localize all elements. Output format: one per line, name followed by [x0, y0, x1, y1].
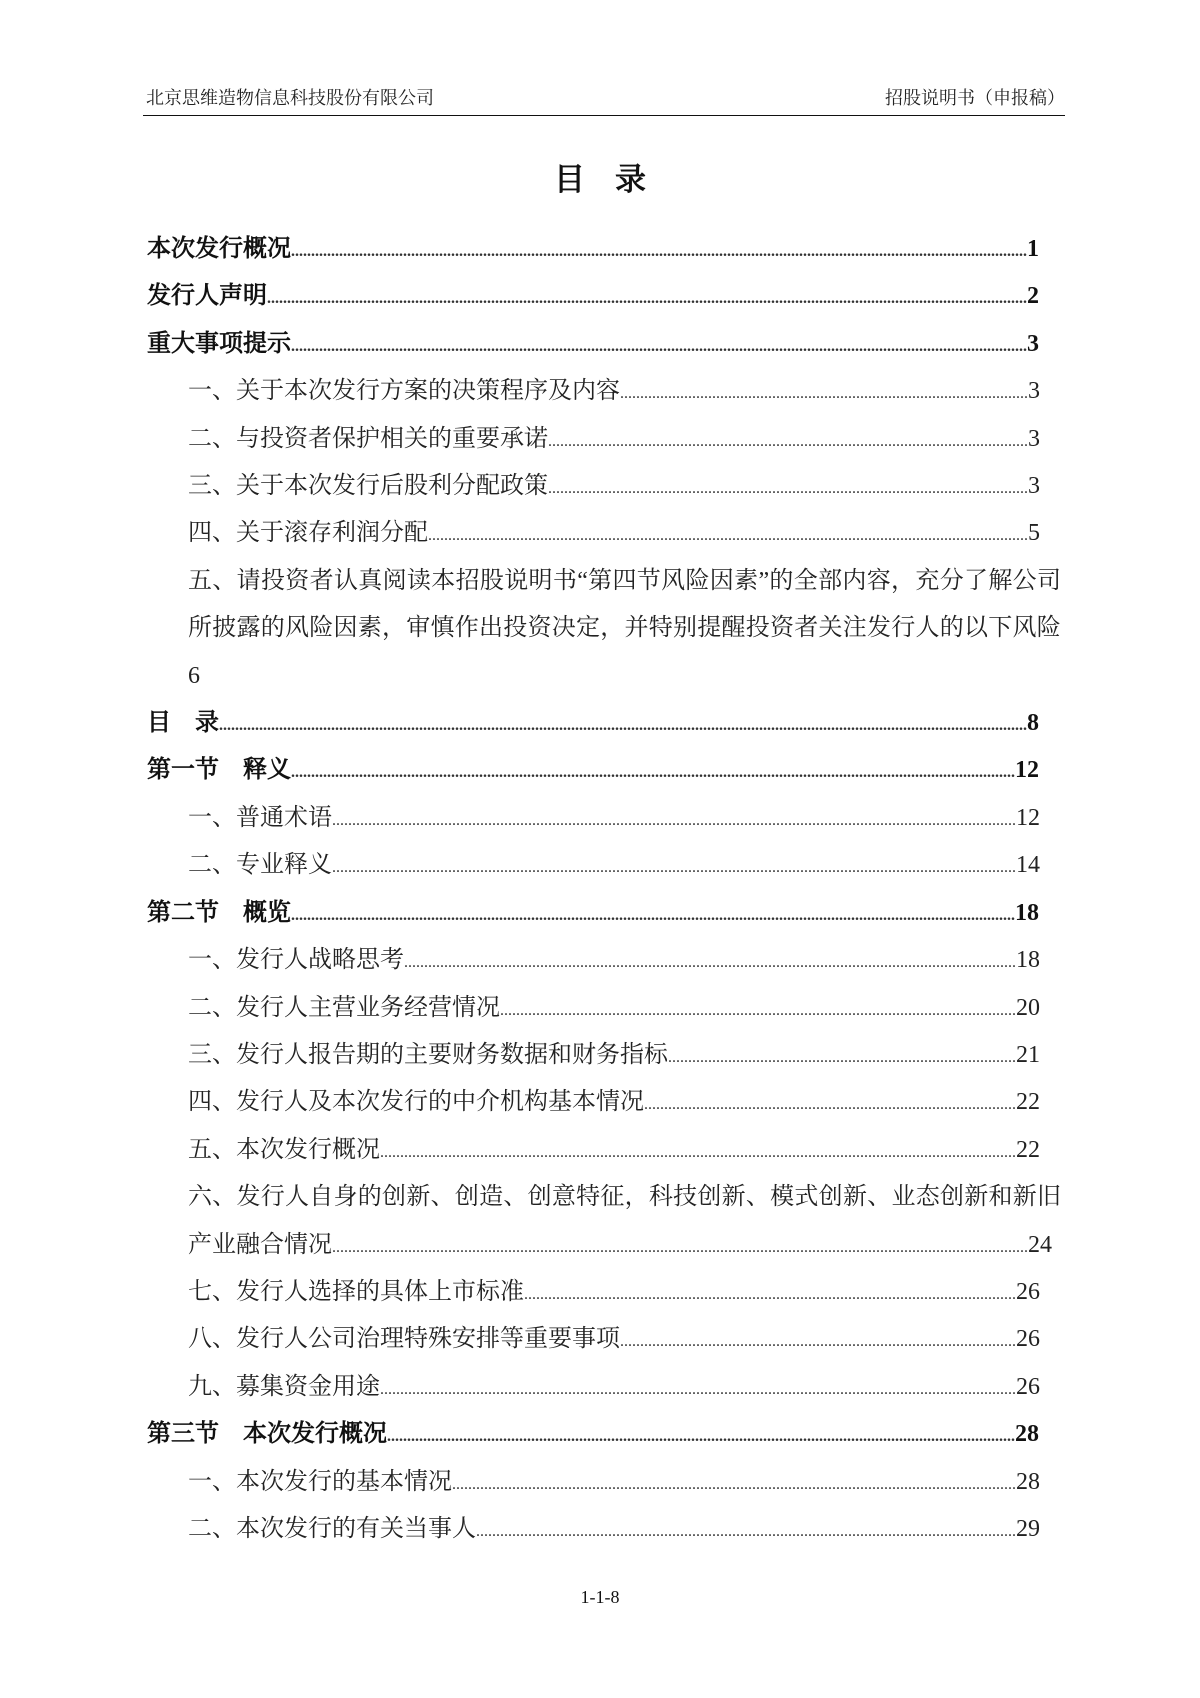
dot-leader: ...........................................................................................................................................................................: [332, 859, 1016, 877]
dot-leader: ........................................................................................................................: [548, 432, 1028, 450]
dot-leader: ........................................................................................................................: [548, 480, 1028, 498]
toc-entry-page: 3: [1027, 330, 1039, 357]
toc-entry-page: 22: [1016, 1136, 1040, 1163]
toc-entry-title: 三、发行人报告期的主要财务数据和财务指标: [188, 1041, 668, 1068]
toc-entry-page: 26: [1016, 1373, 1040, 1400]
toc-entry-page: 18: [1015, 899, 1039, 926]
toc-entry-page: 3: [1028, 425, 1040, 452]
toc-entry-page: 1: [1027, 236, 1039, 262]
toc-entry-page: 14: [1016, 852, 1040, 879]
toc-entry-page: 18: [1016, 947, 1040, 974]
toc-subsection-entry[interactable]: [188, 558, 1061, 700]
dot-leader: ..........................................................................................................................................................................................................: [219, 717, 1027, 735]
footer-page-number: 1-1-8: [580, 1587, 620, 1607]
toc-subsection-entry[interactable]: [188, 510, 1050, 557]
toc-entry-title: 七、发行人选择的具体上市标准: [188, 1278, 524, 1305]
toc-entry-title: 一、关于本次发行方案的决策程序及内容: [188, 378, 620, 405]
header-rule: [143, 115, 1065, 116]
toc-entry-title: 一、发行人战略思考: [188, 947, 404, 974]
toc-subsection-entry[interactable]: [188, 985, 1050, 1032]
toc-entry-title: 八、发行人公司治理特殊安排等重要事项: [188, 1326, 620, 1353]
toc-entry-title: 目 录: [147, 710, 219, 737]
toc-section-entry[interactable]: [147, 890, 1050, 937]
toc-entry-title: 第二节 概览: [147, 899, 291, 926]
toc-subsection-entry[interactable]: [188, 795, 1050, 842]
toc-entry-page: 26: [1016, 1278, 1040, 1305]
toc-entry-title: 本次发行概况: [147, 236, 291, 262]
toc-entry-title: 四、发行人及本次发行的中介机构基本情况: [188, 1089, 644, 1116]
dot-leader: .............................................................................................: [644, 1096, 1016, 1114]
header-document-type: 招股说明书（申报稿）: [885, 88, 1065, 108]
toc-entry-page: 6: [188, 662, 200, 689]
toc-entry-title: 第一节 释义: [147, 757, 291, 784]
toc-section-entry[interactable]: [147, 273, 1050, 320]
toc-subsection-entry[interactable]: [188, 1506, 1050, 1553]
toc-section-entry[interactable]: [147, 321, 1050, 368]
toc-subsection-entry[interactable]: [188, 1174, 1061, 1269]
dot-leader: ........................................................................................................................................................................................: [291, 243, 1027, 260]
dot-leader: .........................................................................................................................................................: [404, 954, 1016, 972]
dot-leader: .............................................................................................................................................................: [387, 1428, 1015, 1446]
dot-leader: ......................................................................................................: [620, 385, 1028, 403]
dot-leader: ..............................................................................................................................................................................: [332, 1238, 1028, 1256]
dot-leader: .............................................................................................................................................: [452, 1475, 1016, 1493]
toc-entry-title: 三、关于本次发行后股利分配政策: [188, 473, 548, 500]
toc-entry-title: 发行人声明: [147, 283, 267, 310]
dot-leader: ...........................................................................................................................................................................: [332, 811, 1016, 829]
toc-subsection-entry[interactable]: [188, 1269, 1050, 1316]
dot-leader: ...............................................................................................................................................................: [380, 1143, 1016, 1161]
toc-section-entry[interactable]: [147, 226, 1050, 273]
toc-entry-page: 26: [1016, 1326, 1040, 1353]
toc-subsection-entry[interactable]: [188, 368, 1050, 415]
toc-entry-page: 12: [1016, 804, 1040, 831]
toc-entry-title: 二、本次发行的有关当事人: [188, 1515, 476, 1542]
toc-entry-page: 21: [1016, 1041, 1040, 1068]
dot-leader: ..............................................................................................................................................................................................: [267, 290, 1027, 308]
dot-leader: ...........................................................................................................................: [524, 1285, 1016, 1303]
toc-entry-page: 5: [1028, 520, 1040, 547]
toc-subsection-entry[interactable]: [188, 842, 1050, 889]
toc-subsection-entry[interactable]: [188, 937, 1050, 984]
toc-subsection-entry[interactable]: [188, 1316, 1050, 1363]
toc-entry-title: 五、本次发行概况: [188, 1136, 380, 1163]
dot-leader: .....................................................................................................................................................................................: [291, 764, 1015, 782]
toc-entry-title: 一、本次发行的基本情况: [188, 1468, 452, 1495]
toc-entry-title: 重大事项提示: [147, 330, 291, 357]
toc-entry-title: 一、普通术语: [188, 804, 332, 831]
toc-entry-page: 28: [1015, 1421, 1039, 1448]
toc-entry-title: 四、关于滚存利润分配: [188, 520, 428, 547]
header-company-name: 北京思维造物信息科技股份有限公司: [146, 88, 434, 108]
dot-leader: .....................................................................................................................................................................................: [291, 906, 1015, 924]
toc-entry-title: 第三节 本次发行概况: [147, 1421, 387, 1448]
toc-entry-page: 3: [1028, 378, 1040, 405]
toc-entry-page: 2: [1027, 283, 1039, 310]
toc-section-entry[interactable]: [147, 747, 1050, 794]
dot-leader: .................................................................................................................................: [500, 1001, 1016, 1019]
toc-entry-title: 五、请投资者认真阅读本招股说明书“第四节风险因素”的全部内容，充分了解公司所披露的风险因素，审慎作出投资决定，并特别提醒投资者关注发行人的以下风险: [188, 567, 1061, 642]
toc-subsection-entry[interactable]: [188, 1364, 1050, 1411]
toc-subsection-entry[interactable]: [188, 1127, 1050, 1174]
toc-subsection-entry[interactable]: [188, 1079, 1050, 1126]
dot-leader: ...............................................................................................................................................................: [380, 1380, 1016, 1398]
toc-entry-title: 六、发行人自身的创新、创造、创意特征，科技创新、模式创新、业态创新和新旧产业融合情况: [188, 1184, 1061, 1258]
dot-leader: .......................................................................................: [668, 1048, 1016, 1066]
dot-leader: .......................................................................................................................................: [476, 1522, 1016, 1540]
toc-entry-title: 二、专业释义: [188, 852, 332, 879]
toc-subsection-entry[interactable]: [188, 1459, 1050, 1506]
toc-entry-page: 8: [1027, 710, 1039, 737]
toc-entry-page: 3: [1028, 473, 1040, 500]
toc-entry-page: 24: [1028, 1231, 1052, 1258]
toc-entry-page: 22: [1016, 1089, 1040, 1116]
toc-section-entry[interactable]: [147, 700, 1050, 747]
dot-leader: ......................................................................................................................................................: [428, 527, 1028, 545]
toc-entry-page: 20: [1016, 994, 1040, 1021]
toc-entry-page: 28: [1016, 1468, 1040, 1495]
toc-entry-title: 二、发行人主营业务经营情况: [188, 994, 500, 1021]
toc-entry-title: 九、募集资金用途: [188, 1373, 380, 1400]
dot-leader: ...................................................................................................: [620, 1333, 1016, 1351]
dot-leader: ........................................................................................................................................................................................: [291, 337, 1027, 355]
toc-entry-page: 12: [1015, 757, 1039, 784]
toc-entry-title: 二、与投资者保护相关的重要承诺: [188, 425, 548, 452]
toc-entry-page: 29: [1016, 1515, 1040, 1542]
toc-subsection-entry[interactable]: [188, 1032, 1050, 1079]
toc-section-entry[interactable]: [147, 1411, 1050, 1458]
table-of-contents: [0, 226, 1200, 1553]
toc-subsection-entry[interactable]: [188, 416, 1050, 463]
toc-subsection-entry[interactable]: [188, 463, 1050, 510]
page-title: 目录: [554, 162, 676, 197]
